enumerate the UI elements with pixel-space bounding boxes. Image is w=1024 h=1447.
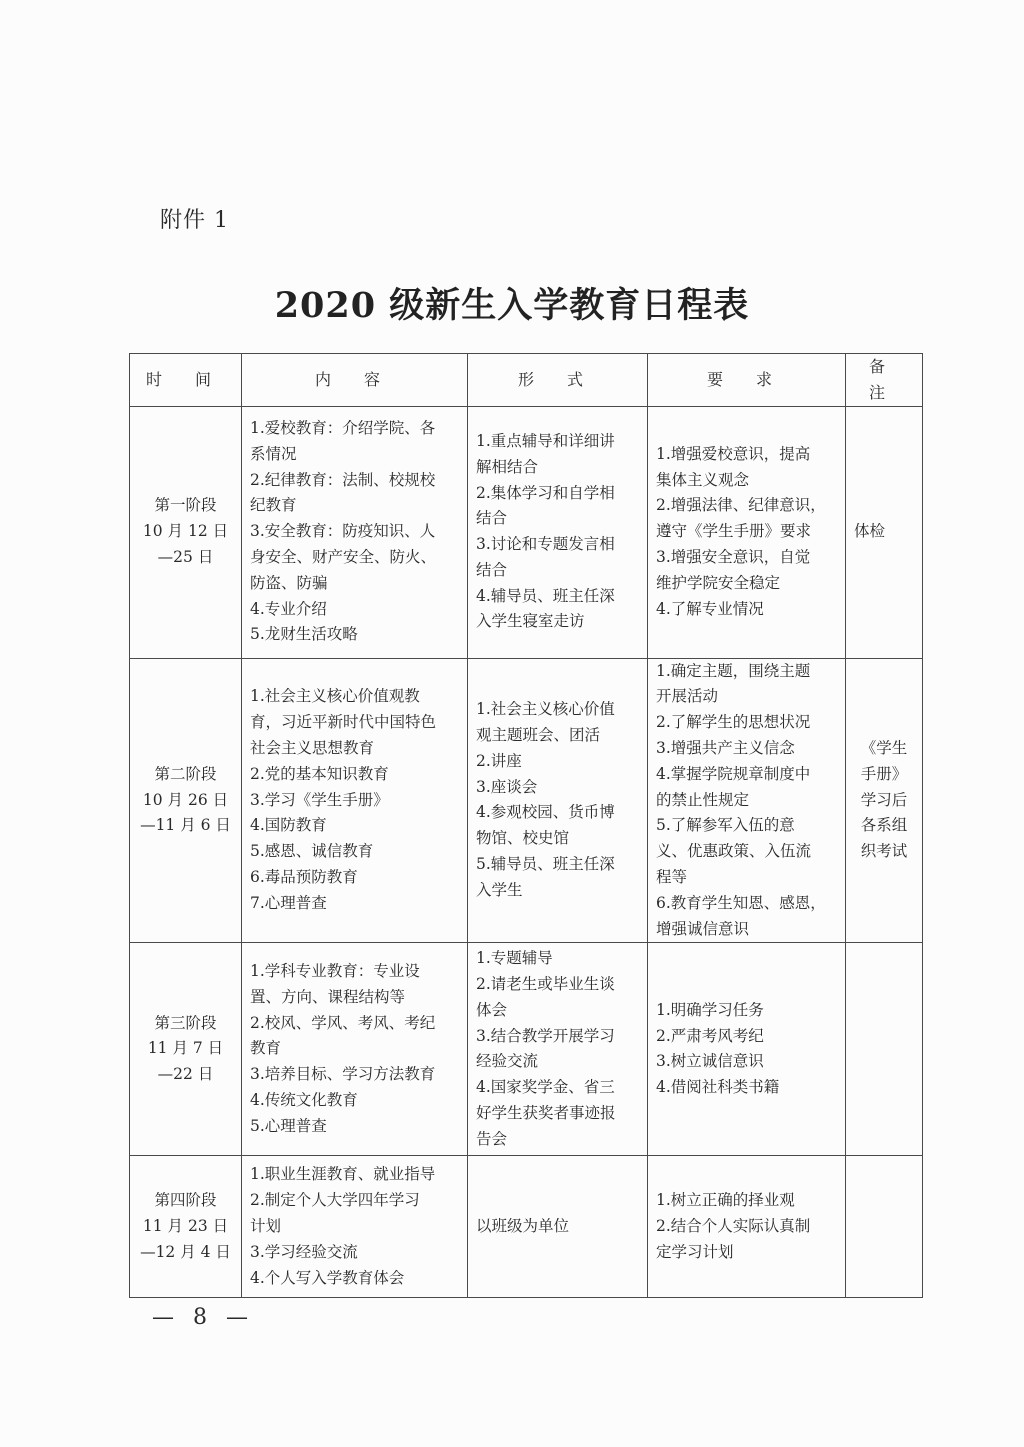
cell-line: 4.辅导员、班主任深 bbox=[476, 586, 615, 605]
stage-time-cell bbox=[130, 943, 242, 1156]
cell-line: 计划 bbox=[250, 1216, 282, 1235]
cell-line: 1.专题辅导 bbox=[476, 949, 553, 968]
cell-line: 1.职业生涯教育、就业指导 bbox=[250, 1165, 436, 1184]
cell-line: 1.社会主义核心价值 bbox=[476, 700, 615, 719]
cell-line: 3.培养目标、学习方法教育 bbox=[250, 1065, 436, 1084]
note-cell bbox=[846, 658, 923, 943]
cell-line: 3.增强安全意识，自觉 bbox=[656, 547, 811, 566]
cell-line: 3.安全教育：防疫知识、人 bbox=[250, 522, 436, 541]
cell-line: 解相结合 bbox=[476, 457, 539, 476]
cell-line: 第三阶段 bbox=[154, 1013, 217, 1032]
table-row bbox=[130, 1156, 923, 1298]
cell-line: 1.增强爱校意识，提高 bbox=[656, 444, 811, 463]
cell-line: 6.毒品预防教育 bbox=[250, 867, 358, 886]
table-row bbox=[130, 943, 923, 1156]
cell-line: 4.专业介绍 bbox=[250, 599, 327, 618]
cell-line: 第二阶段 bbox=[154, 764, 217, 783]
cell-line: 4.国防教育 bbox=[250, 816, 327, 835]
form-cell bbox=[468, 658, 648, 943]
cell-line: 维护学院安全稳定 bbox=[656, 573, 781, 592]
cell-line: 2.制定个人大学四年学习 bbox=[250, 1191, 420, 1210]
cell-line: 1.社会主义核心价值观教 bbox=[250, 687, 420, 706]
cell-line: 纪教育 bbox=[250, 496, 297, 515]
cell-line: 义、优惠政策、入伍流 bbox=[656, 842, 812, 861]
stage-time-cell bbox=[130, 1156, 242, 1298]
cell-line: 第一阶段 bbox=[154, 496, 217, 515]
cell-line: 体会 bbox=[476, 1000, 508, 1019]
cell-line: 1.重点辅导和详细讲 bbox=[476, 431, 615, 450]
cell-line: 1.爱校教育：介绍学院、各 bbox=[250, 419, 436, 437]
cell-line: 3.树立诚信意识 bbox=[656, 1052, 764, 1071]
cell-line: 告会 bbox=[476, 1129, 508, 1148]
cell-line: 织考试 bbox=[860, 842, 908, 861]
cell-line: 11 月 23 日 bbox=[142, 1216, 229, 1235]
cell-line: 增强诚信意识 bbox=[656, 919, 750, 938]
cell-line: 2.结合个人实际认真制 bbox=[656, 1216, 811, 1235]
cell-line: 2.请老生或毕业生谈 bbox=[476, 974, 615, 993]
cell-line: 程等 bbox=[656, 867, 688, 886]
cell-line: 1.树立正确的择业观 bbox=[656, 1191, 795, 1210]
cell-line: 经验交流 bbox=[476, 1052, 539, 1071]
attachment-label: 附件 1 bbox=[160, 208, 229, 233]
cell-line: 5.辅导员、班主任深 bbox=[476, 855, 615, 874]
cell-line: 开展活动 bbox=[656, 687, 719, 706]
cell-line: 7.心理普查 bbox=[250, 893, 327, 912]
table-row bbox=[130, 406, 923, 658]
cell-line: —12 月 4 日 bbox=[140, 1242, 231, 1261]
cell-line: 定学习计划 bbox=[656, 1242, 734, 1261]
cell-line: 各系组 bbox=[860, 816, 908, 835]
cell-line: 5.感恩、诚信教育 bbox=[250, 842, 374, 861]
cell-line: 1.学科专业教育：专业设 bbox=[250, 962, 420, 981]
cell-line: 6.教育学生知恩、感恩， bbox=[656, 893, 826, 912]
cell-line: 防盗、防骗 bbox=[250, 573, 328, 592]
cell-line: 4.传统文化教育 bbox=[250, 1091, 358, 1110]
header-content: 内 容 bbox=[242, 354, 468, 407]
cell-line: 第四阶段 bbox=[154, 1191, 217, 1210]
cell-line: 5.心理普查 bbox=[250, 1116, 327, 1135]
cell-line: 10 月 12 日 bbox=[142, 522, 229, 541]
cell-line: 结合 bbox=[476, 560, 508, 579]
stage-time-cell bbox=[130, 406, 242, 658]
cell-line: 3.座谈会 bbox=[476, 777, 538, 796]
cell-line: 《学生 bbox=[860, 738, 908, 757]
cell-line: 身安全、财产安全、防火、 bbox=[250, 547, 437, 566]
cell-line: 2.校风、学风、考风、考纪 bbox=[250, 1013, 436, 1032]
requirements-cell bbox=[648, 406, 846, 658]
cell-line: 3.结合教学开展学习 bbox=[476, 1026, 615, 1045]
stage-time-cell bbox=[130, 658, 242, 943]
table-row bbox=[130, 658, 923, 943]
cell-line: 1.确定主题，围绕主题 bbox=[656, 661, 811, 680]
cell-line: 4.个人写入学教育体会 bbox=[250, 1268, 405, 1287]
cell-line: 4.掌握学院规章制度中 bbox=[656, 764, 811, 783]
cell-line: —22 日 bbox=[157, 1065, 214, 1084]
cell-line: 遵守《学生手册》要求 bbox=[656, 522, 812, 541]
cell-line: 2.增强法律、纪律意识， bbox=[656, 496, 826, 515]
cell-line: 4.参观校园、货币博 bbox=[476, 803, 615, 822]
cell-line: 10 月 26 日 bbox=[142, 790, 229, 809]
cell-line: 教育 bbox=[250, 1039, 282, 1058]
header-requirements: 要 求 bbox=[648, 354, 846, 407]
cell-line: —25 日 bbox=[157, 547, 214, 566]
cell-line: 学习后 bbox=[860, 790, 908, 809]
cell-line: 体检 bbox=[854, 522, 886, 541]
cell-line: 物馆、校史馆 bbox=[476, 829, 570, 848]
form-cell bbox=[468, 943, 648, 1156]
cell-line: 集体主义观念 bbox=[656, 470, 750, 489]
cell-line: 2.了解学生的思想状况 bbox=[656, 713, 811, 732]
cell-line: 3.讨论和专题发言相 bbox=[476, 535, 615, 554]
cell-line: 观主题班会、团活 bbox=[476, 726, 601, 745]
cell-line: 2.党的基本知识教育 bbox=[250, 764, 389, 783]
cell-line: 育，习近平新时代中国特色 bbox=[250, 713, 437, 732]
cell-line: 入学生 bbox=[476, 880, 523, 899]
cell-line: 2.讲座 bbox=[476, 751, 522, 770]
requirements-cell bbox=[648, 658, 846, 943]
cell-line: 4.了解专业情况 bbox=[656, 599, 764, 618]
page-number: — 8 — bbox=[152, 1305, 254, 1330]
document-title: 2020 级新生入学教育日程表 bbox=[274, 285, 750, 326]
content-cell bbox=[242, 1156, 468, 1298]
header-time: 时 间 bbox=[130, 354, 242, 407]
cell-line: 社会主义思想教育 bbox=[250, 738, 375, 757]
note-cell bbox=[846, 943, 923, 1156]
cell-line: 3.学习经验交流 bbox=[250, 1242, 358, 1261]
header-notes: 备 注 bbox=[846, 354, 923, 407]
cell-line: 11 月 7 日 bbox=[147, 1039, 224, 1058]
cell-line: 的禁止性规定 bbox=[656, 790, 750, 809]
cell-line: 结合 bbox=[476, 509, 508, 528]
note-cell bbox=[846, 406, 923, 658]
cell-line: 4.国家奖学金、省三 bbox=[476, 1078, 615, 1097]
cell-line: 5.龙财生活攻略 bbox=[250, 625, 358, 644]
cell-line: 4.借阅社科类书籍 bbox=[656, 1078, 780, 1097]
cell-line: 3.增强共产主义信念 bbox=[656, 738, 795, 757]
content-cell bbox=[242, 406, 468, 658]
cell-line: —11 月 6 日 bbox=[140, 816, 231, 835]
cell-line: 3.学习《学生手册》 bbox=[250, 790, 389, 809]
cell-line: 系情况 bbox=[250, 444, 297, 463]
cell-line: 手册》 bbox=[860, 764, 908, 783]
cell-line: 2.集体学习和自学相 bbox=[476, 483, 615, 502]
header-form: 形 式 bbox=[468, 354, 648, 407]
cell-line: 以班级为单位 bbox=[476, 1216, 570, 1235]
schedule-table bbox=[129, 353, 923, 1298]
note-cell bbox=[846, 1156, 923, 1298]
header-row bbox=[130, 354, 923, 407]
cell-line: 2.严肃考风考纪 bbox=[656, 1026, 764, 1045]
requirements-cell bbox=[648, 1156, 846, 1298]
content-cell bbox=[242, 943, 468, 1156]
cell-line: 5.了解参军入伍的意 bbox=[656, 816, 795, 835]
cell-line: 置、方向、课程结构等 bbox=[250, 987, 406, 1006]
form-cell bbox=[468, 406, 648, 658]
cell-line: 入学生寝室走访 bbox=[476, 612, 585, 631]
content-cell bbox=[242, 658, 468, 943]
cell-line: 2.纪律教育：法制、校规校 bbox=[250, 470, 436, 489]
form-cell bbox=[468, 1156, 648, 1298]
requirements-cell bbox=[648, 943, 846, 1156]
cell-line: 1.明确学习任务 bbox=[656, 1000, 764, 1019]
cell-line: 好学生获奖者事迹报 bbox=[476, 1103, 616, 1122]
